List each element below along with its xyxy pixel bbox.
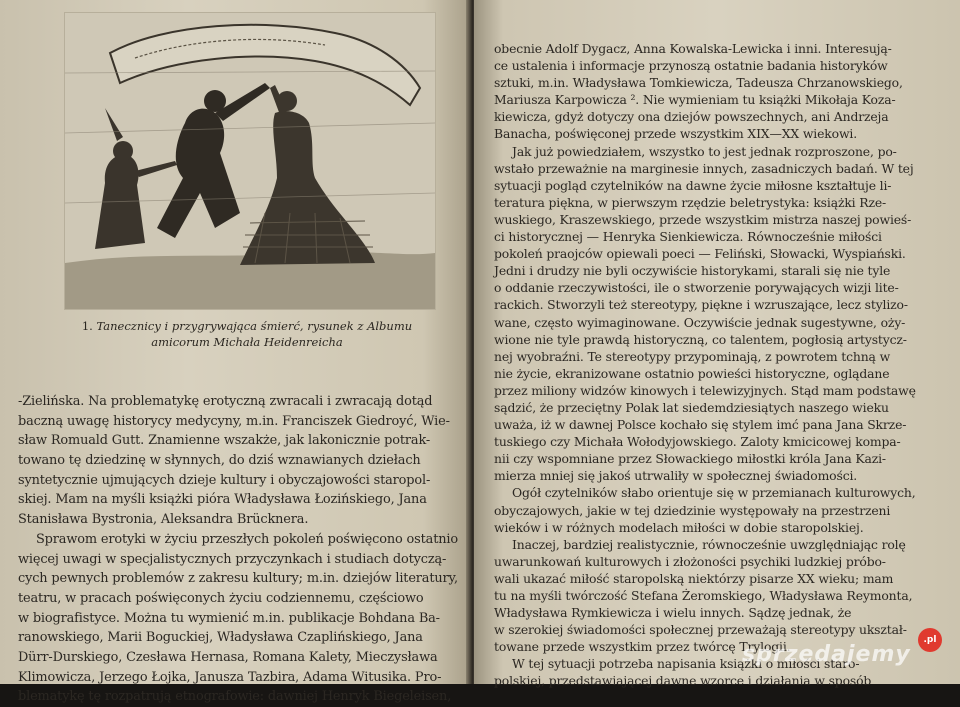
watermark-text: sprzedajemy	[742, 642, 911, 667]
caption-number: 1.	[81, 319, 93, 333]
caption-line-1: Tanecznicy i przygrywająca śmierć, rysunek z Albumu	[96, 319, 413, 333]
text-line: Jedni i drudzy nie byli oczywiście historykami, starali się nie tyle	[494, 263, 891, 279]
text-line: wione nie tyle prawdą historyczną, co talentem, pogłosią artystycz-	[494, 331, 907, 347]
text-line: teatru, w pracach poświęconych życiu codziennemu, częściowo	[18, 590, 424, 606]
text-line: tuskiego czy Michała Wołodyjowskiego. Zaloty kmicicowej kompa-	[494, 434, 901, 450]
text-line: blematykę tę rozpatrują etnografowie: dawniej Henryk Biegeleisen,	[18, 689, 452, 705]
text-line: pokoleń praojców opiewali poeci — Feliński, Słowacki, Wyspiański.	[494, 246, 906, 262]
watermark-badge: .pl	[918, 628, 942, 652]
text-line: sztuki, m.in. Władysława Tomkiewicza, Tadeusza Chrzanowskiego,	[494, 75, 903, 91]
text-line: W tej sytuacji potrzeba napisania książki o miłości staro-	[512, 656, 860, 672]
text-line: Władysława Rymkiewicza i wielu innych. Sądzę jednak, że	[494, 605, 852, 621]
text-line: więcej uwagi w specjalistycznych przyczynkach i studiach dotyczą-	[18, 551, 447, 567]
text-line: w biografistyce. Można tu wymienić m.in. publikacje Bohdana Ba-	[18, 610, 440, 626]
text-line: Mariusza Karpowicza ². Nie wymieniam tu książki Mikołaja Koza-	[494, 92, 896, 108]
text-line: mierza mniej się jakoś utrwaliły w społecznej świadomości.	[494, 468, 858, 484]
text-line: ce ustalenia i informacje przynoszą ostatnie badania historyków	[494, 58, 888, 74]
text-line: cych pewnych problemów z zakresu kultury; m.in. dziejów literatury,	[18, 571, 458, 587]
text-line: wane, często wyimaginowane. Oczywiście jednak sugestywne, oży-	[494, 314, 906, 330]
text-line: sądzić, że przeciętny Polak lat siedemdziesiątych naszego wieku	[494, 399, 889, 415]
right-page	[474, 0, 960, 689]
text-line: obecnie Adolf Dygacz, Anna Kowalska-Lewicka i inni. Interesują-	[494, 41, 892, 56]
text-line: syntetycznie ujmujących dzieje kultury i obyczajowości staropol-	[18, 472, 431, 488]
text-line: ranowskiego, Marii Boguckiej, Władysława Czaplińskiego, Jana	[18, 630, 423, 646]
text-line: kiewicza, gdyż dotyczy ona dziejów powszechnych, ani Andrzeja	[494, 109, 889, 125]
engraving-image	[65, 13, 435, 309]
text-line: ci historycznej — Henryka Sienkiewicza. Równocześnie miłości	[494, 229, 882, 245]
illustration-dancers-and-death	[64, 12, 436, 310]
text-line: nii czy wspomniane przez Słowackiego miłostki króla Jana Kazi-	[494, 451, 886, 467]
text-line: uważa, iż w dawnej Polsce kochało się stylem imć pana Jana Skrze-	[494, 417, 907, 433]
text-line: sław Romuald Gutt. Znamienne wszakże, jak lakonicznie potrak-	[18, 433, 431, 449]
text-line: uwarunkowań kulturowych i złożoności psychiki ludzkiej próbo-	[494, 553, 886, 569]
text-line: Dürr-Durskiego, Czesława Hernasa, Romana Kalety, Mieczysława	[18, 649, 438, 665]
text-line: tu na myśli twórczość Stefana Żeromskiego, Władysława Reymonta,	[494, 588, 913, 603]
text-line: Jak już powiedziałem, wszystko to jest jednak rozproszone, po-	[512, 143, 897, 159]
text-line: Stanisława Bystronia, Aleksandra Brücknera.	[18, 512, 309, 528]
left-page-text	[18, 392, 462, 707]
text-line: rackich. Stworzyli też stereotypy, piękne i wzruszające, lecz stylizo-	[494, 297, 908, 313]
text-line: Ogół czytelników słabo orientuje się w przemianach kulturowych,	[512, 485, 916, 501]
text-line: sytuacji pogląd czytelników na dawne życie miłosne kształtuje li-	[494, 177, 892, 193]
text-line: wali ukazać miłość staropolską niektórzy pisarze XX wieku; mam	[494, 570, 894, 586]
caption-line-2: amicorum Michała Heidenreicha	[151, 335, 343, 349]
left-page	[0, 0, 470, 705]
text-line: Klimowicza, Jerzego Łojka, Janusza Tazbira, Adama Witusika. Pro-	[18, 669, 442, 685]
right-page-text	[494, 40, 940, 690]
text-line: Sprawom erotyki w życiu przeszłych pokoleń poświęcono ostatnio	[36, 531, 458, 547]
text-line: przez miliony widzów kinowych i telewizyjnych. Stąd mam podstawę	[494, 382, 916, 398]
text-line: wieków i w różnych modelach miłości w dobie staropolskiej.	[494, 519, 864, 535]
text-line: skiej. Mam na myśli książki pióra Władysława Łozińskiego, Jana	[18, 492, 427, 508]
text-line: towane przede wszystkim przez twórcę Trylogii.	[494, 639, 791, 655]
text-line: o oddanie rzeczywistości, ile o stworzenie porywających wizji lite-	[494, 280, 899, 296]
text-line: towano tę dziedzinę w słynnych, do dziś wznawianych dziełach	[18, 453, 421, 469]
text-line: polskiej, przedstawiającej dawne wzorce i działania w sposób	[494, 673, 872, 689]
text-line: w szerokiej świadomości społecznej przeważają stereotypy ukształ-	[494, 622, 907, 638]
text-line: wstało przeważnie na marginesie innych, zasadniczych badań. W tej	[494, 160, 914, 176]
text-line: baczną uwagę historycy medycyny, m.in. Franciszek Giedroyć, Wie-	[18, 413, 450, 429]
text-line: -Zielińska. Na problematykę erotyczną zwracali i zwracają dotąd	[18, 394, 433, 409]
text-line: obyczajowych, jakie w tej dziedzinie występowały na przestrzeni	[494, 502, 891, 518]
text-line: Banacha, poświęconej przede wszystkim XIX—XX wiekowi.	[494, 126, 858, 142]
text-line: teratura piękna, w pierwszym rzędzie beletrystyka: książki Rze-	[494, 194, 887, 210]
text-line: wuskiego, Kraszewskiego, przede wszystkim mistrza naszej powieś-	[494, 211, 912, 227]
figure-caption	[72, 318, 422, 350]
text-line: nej wyobraźni. Te stereotypy przypominają, z powrotem tchną w	[494, 348, 891, 364]
text-line: Inaczej, bardziej realistycznie, równocześnie uwzględniając rolę	[512, 536, 906, 552]
text-line: nie życie, ekranizowane ostatnio powieści historyczne, oglądane	[494, 365, 890, 381]
